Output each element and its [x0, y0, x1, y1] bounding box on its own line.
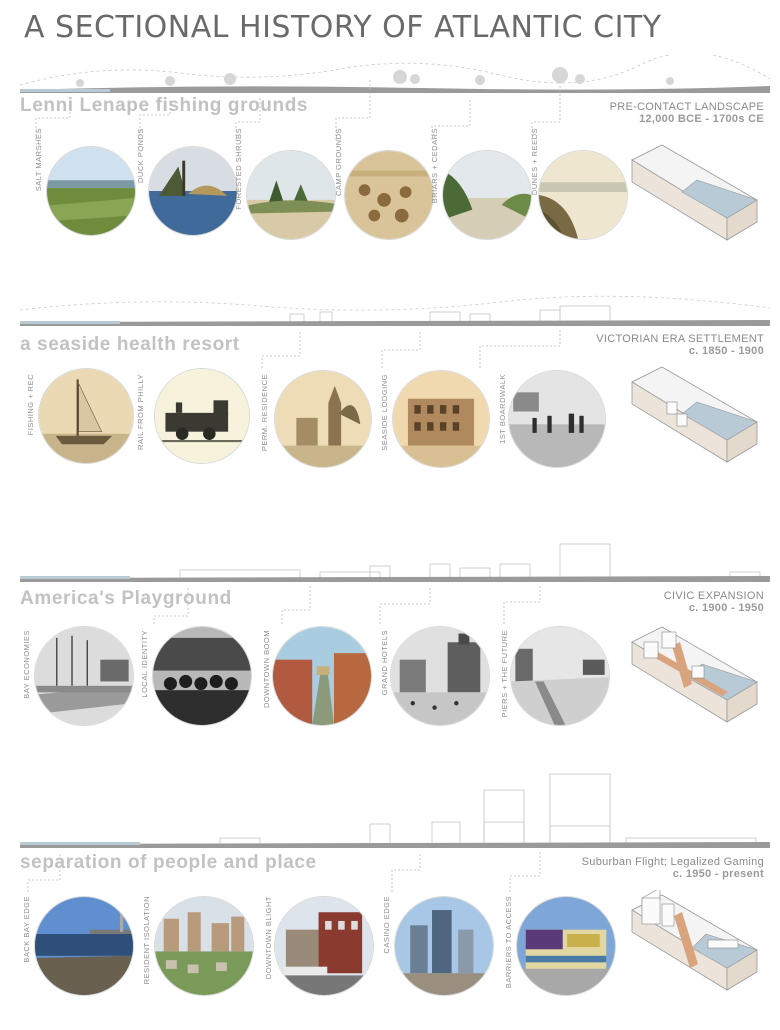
aerial-city-photo-icon — [154, 896, 254, 996]
era-info — [582, 856, 764, 880]
item-label: FORESTED SHRUBS — [234, 128, 243, 210]
item-label: DUNES + REEDS — [530, 128, 539, 196]
item-label: DOWNTOWN BLIGHT — [264, 896, 273, 980]
era-label: Suburban Flight; Legalized Gaming — [581, 856, 764, 868]
briars-cedars-photo-icon — [442, 150, 532, 240]
page-title: A SECTIONAL HISTORY OF ATLANTIC CITY — [24, 10, 662, 45]
item-label: BAY ECONOMIES — [22, 630, 31, 699]
pier-beach-photo-icon — [510, 626, 610, 726]
church-street-engraving-icon — [274, 370, 372, 468]
site-axonometric-block — [622, 362, 762, 492]
site-axonometric-block — [622, 140, 762, 270]
section-1-street-profile — [20, 55, 770, 100]
section-3-street-profile — [20, 538, 770, 588]
item-label: SALT MARSHES — [34, 128, 43, 192]
casino-towers-photo-icon — [394, 896, 494, 996]
era-info — [610, 101, 764, 125]
item-label: 1ST BOARDWALK — [498, 374, 507, 444]
era-dates: c. 1900 - 1950 — [688, 602, 764, 614]
item-label: PIERS + THE FUTURE — [500, 630, 509, 718]
section-heading: Lenni Lenape fishing grounds — [20, 95, 309, 116]
item-label: RAIL FROM PHILLY — [136, 374, 145, 450]
hotel-engraving-icon — [392, 370, 490, 468]
era-dates: c. 1850 - 1900 — [688, 345, 764, 357]
section-4-street-profile — [20, 770, 770, 850]
crowd-photo-icon — [152, 626, 252, 726]
forested-shrubs-photo-icon — [246, 150, 336, 240]
item-label: BACK BAY EDGE — [22, 896, 31, 963]
era-dates: 12,000 BCE - 1700s CE — [639, 113, 764, 125]
locomotive-engraving-icon — [154, 368, 250, 464]
item-label: BARRIERS TO ACCESS — [504, 896, 513, 989]
downtown-postcard-icon — [272, 626, 372, 726]
section-heading: a seaside health resort — [20, 334, 240, 355]
site-axonometric-block — [622, 622, 762, 752]
section-heading: America's Playground — [20, 588, 232, 609]
dunes-reeds-illustration-icon — [538, 150, 628, 240]
item-label: CAMP GROUNDS — [334, 128, 343, 196]
section-heading: separation of people and place — [20, 852, 317, 873]
duck-pond-photo-icon — [148, 146, 238, 236]
item-label: DUCK PONDS — [136, 128, 145, 184]
fishing-boat-engraving-icon — [38, 368, 134, 464]
item-label: DOWNTOWN BOOM — [262, 630, 271, 709]
item-label: SEASIDE LODGING — [380, 374, 389, 451]
harbor-photo-icon — [34, 626, 134, 726]
boardwalk-photo-icon — [508, 370, 606, 468]
grand-hotel-photo-icon — [390, 626, 490, 726]
era-label: CIVIC EXPANSION — [663, 590, 764, 602]
item-label: FISHING + REC — [26, 374, 35, 436]
item-label: RESIDENT ISOLATION — [142, 896, 151, 985]
era-dates: c. 1950 - present — [672, 868, 764, 880]
storefront-photo-icon — [274, 896, 374, 996]
era-info — [596, 333, 764, 357]
item-label: BRIARS + CEDARS — [430, 128, 439, 204]
item-label: GRAND HOTELS — [380, 630, 389, 696]
item-label: LOCAL IDENTITY — [140, 630, 149, 698]
back-bay-photo-icon — [34, 896, 134, 996]
salt-marsh-photo-icon — [46, 146, 136, 236]
camp-grounds-illustration-icon — [344, 150, 434, 240]
era-label: VICTORIAN ERA SETTLEMENT — [596, 333, 764, 345]
site-axonometric-block — [622, 890, 762, 1020]
era-label: PRE-CONTACT LANDSCAPE — [609, 101, 764, 113]
section-2-street-profile — [20, 290, 770, 330]
item-label: PERM. RESIDENCE — [260, 374, 269, 452]
era-info — [664, 590, 764, 614]
convention-center-photo-icon — [516, 896, 616, 996]
item-label: CASINO EDGE — [382, 896, 391, 954]
